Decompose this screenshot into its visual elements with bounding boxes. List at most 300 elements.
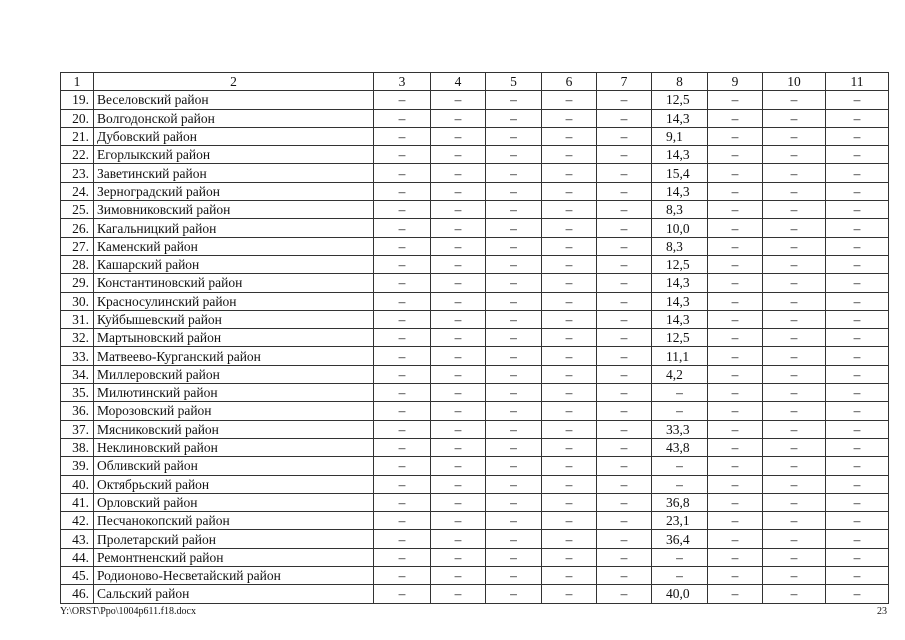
district-name: Миллеровский район <box>94 365 374 383</box>
district-name: Орловский район <box>94 493 374 511</box>
value-cell: 10,0 <box>652 219 708 237</box>
value-cell: – <box>542 146 597 164</box>
value-cell: – <box>542 475 597 493</box>
value-cell: – <box>597 365 652 383</box>
table-row <box>61 347 889 365</box>
value-cell: – <box>763 255 826 273</box>
district-name: Обливский район <box>94 457 374 475</box>
value-cell: – <box>486 548 542 566</box>
value-cell: – <box>652 384 708 402</box>
value-cell: – <box>597 475 652 493</box>
value-cell: – <box>542 567 597 585</box>
value-cell: – <box>431 548 486 566</box>
value-cell: – <box>486 420 542 438</box>
value-cell: – <box>431 182 486 200</box>
value-cell: – <box>652 457 708 475</box>
value-cell: – <box>708 420 763 438</box>
value-cell: – <box>708 567 763 585</box>
value-cell: 36,8 <box>652 493 708 511</box>
value-cell: – <box>374 310 431 328</box>
value-cell: – <box>486 567 542 585</box>
value-cell: – <box>826 237 889 255</box>
footer-file-path: Y:\ORST\Ppo\1004p611.f18.docx <box>60 606 196 617</box>
value-cell: – <box>763 530 826 548</box>
value-cell: – <box>431 530 486 548</box>
value-cell: – <box>826 310 889 328</box>
district-name: Константиновский район <box>94 274 374 292</box>
value-cell: – <box>708 182 763 200</box>
column-header: 7 <box>597 73 652 91</box>
row-number: 20. <box>61 109 94 127</box>
table-row <box>61 548 889 566</box>
value-cell: – <box>486 457 542 475</box>
row-number: 32. <box>61 329 94 347</box>
value-cell: – <box>486 530 542 548</box>
value-cell: – <box>763 127 826 145</box>
value-cell: – <box>374 420 431 438</box>
value-cell: 8,3 <box>652 201 708 219</box>
value-cell: – <box>542 457 597 475</box>
district-name: Каменский район <box>94 237 374 255</box>
district-name: Матвеево-Курганский район <box>94 347 374 365</box>
value-cell: 4,2 <box>652 365 708 383</box>
table-header-row <box>61 73 889 91</box>
row-number: 36. <box>61 402 94 420</box>
value-cell: – <box>486 182 542 200</box>
value-cell: – <box>431 127 486 145</box>
value-cell: – <box>431 365 486 383</box>
value-cell: 14,3 <box>652 109 708 127</box>
value-cell: – <box>708 457 763 475</box>
value-cell: – <box>826 457 889 475</box>
row-number: 19. <box>61 91 94 109</box>
value-cell: – <box>763 585 826 603</box>
value-cell: – <box>597 146 652 164</box>
value-cell: – <box>826 255 889 273</box>
value-cell: – <box>486 347 542 365</box>
value-cell: – <box>708 475 763 493</box>
row-number: 42. <box>61 512 94 530</box>
district-name: Родионово-Несветайский район <box>94 567 374 585</box>
row-number: 37. <box>61 420 94 438</box>
table-row <box>61 274 889 292</box>
column-header: 5 <box>486 73 542 91</box>
value-cell: – <box>652 475 708 493</box>
value-cell: – <box>542 420 597 438</box>
value-cell: – <box>826 347 889 365</box>
value-cell: – <box>597 585 652 603</box>
value-cell: – <box>708 219 763 237</box>
value-cell: 14,3 <box>652 292 708 310</box>
value-cell: – <box>486 274 542 292</box>
value-cell: – <box>486 91 542 109</box>
value-cell: – <box>431 329 486 347</box>
value-cell: – <box>597 530 652 548</box>
value-cell: – <box>431 237 486 255</box>
column-header: 6 <box>542 73 597 91</box>
district-name: Зерноградский район <box>94 182 374 200</box>
value-cell: – <box>763 292 826 310</box>
row-number: 22. <box>61 146 94 164</box>
value-cell: – <box>542 402 597 420</box>
value-cell: – <box>826 567 889 585</box>
district-name: Кашарский район <box>94 255 374 273</box>
row-number: 24. <box>61 182 94 200</box>
value-cell: – <box>542 91 597 109</box>
row-number: 27. <box>61 237 94 255</box>
column-header: 8 <box>652 73 708 91</box>
table-row <box>61 255 889 273</box>
row-number: 43. <box>61 530 94 548</box>
value-cell: – <box>763 493 826 511</box>
value-cell: – <box>486 164 542 182</box>
table-row <box>61 109 889 127</box>
value-cell: – <box>431 109 486 127</box>
value-cell: – <box>597 384 652 402</box>
table-row <box>61 438 889 456</box>
value-cell: – <box>431 402 486 420</box>
district-name: Милютинский район <box>94 384 374 402</box>
value-cell: – <box>374 164 431 182</box>
value-cell: – <box>763 384 826 402</box>
table-row <box>61 493 889 511</box>
row-number: 35. <box>61 384 94 402</box>
value-cell: 40,0 <box>652 585 708 603</box>
value-cell: – <box>431 420 486 438</box>
value-cell: – <box>763 512 826 530</box>
row-number: 34. <box>61 365 94 383</box>
district-name: Куйбышевский район <box>94 310 374 328</box>
value-cell: – <box>597 347 652 365</box>
row-number: 30. <box>61 292 94 310</box>
value-cell: 12,5 <box>652 329 708 347</box>
value-cell: – <box>542 347 597 365</box>
value-cell: – <box>431 475 486 493</box>
column-header: 9 <box>708 73 763 91</box>
table-row <box>61 585 889 603</box>
value-cell: – <box>431 567 486 585</box>
value-cell: – <box>708 146 763 164</box>
row-number: 29. <box>61 274 94 292</box>
value-cell: – <box>597 91 652 109</box>
table-row <box>61 310 889 328</box>
value-cell: – <box>542 237 597 255</box>
value-cell: – <box>708 438 763 456</box>
value-cell: – <box>597 438 652 456</box>
value-cell: – <box>826 365 889 383</box>
table-row <box>61 567 889 585</box>
value-cell: – <box>708 548 763 566</box>
value-cell: – <box>431 310 486 328</box>
value-cell: 9,1 <box>652 127 708 145</box>
value-cell: – <box>826 274 889 292</box>
value-cell: – <box>652 402 708 420</box>
value-cell: – <box>374 255 431 273</box>
value-cell: – <box>486 127 542 145</box>
district-name: Сальский район <box>94 585 374 603</box>
value-cell: – <box>597 255 652 273</box>
value-cell: 43,8 <box>652 438 708 456</box>
value-cell: – <box>826 329 889 347</box>
table-row <box>61 475 889 493</box>
row-number: 28. <box>61 255 94 273</box>
row-number: 25. <box>61 201 94 219</box>
row-number: 23. <box>61 164 94 182</box>
value-cell: – <box>542 255 597 273</box>
value-cell: – <box>597 219 652 237</box>
row-number: 45. <box>61 567 94 585</box>
value-cell: – <box>826 548 889 566</box>
value-cell: – <box>597 201 652 219</box>
value-cell: – <box>826 530 889 548</box>
value-cell: – <box>486 493 542 511</box>
value-cell: – <box>597 237 652 255</box>
district-name: Кагальницкий район <box>94 219 374 237</box>
value-cell: – <box>374 219 431 237</box>
row-number: 21. <box>61 127 94 145</box>
value-cell: – <box>374 530 431 548</box>
value-cell: – <box>763 182 826 200</box>
value-cell: – <box>708 512 763 530</box>
value-cell: – <box>542 310 597 328</box>
value-cell: – <box>826 512 889 530</box>
value-cell: – <box>374 457 431 475</box>
column-header: 10 <box>763 73 826 91</box>
value-cell: – <box>763 457 826 475</box>
value-cell: – <box>374 475 431 493</box>
row-number: 39. <box>61 457 94 475</box>
value-cell: – <box>597 548 652 566</box>
value-cell: 14,3 <box>652 182 708 200</box>
table-row <box>61 292 889 310</box>
table-row <box>61 457 889 475</box>
value-cell: – <box>597 164 652 182</box>
column-header: 1 <box>61 73 94 91</box>
table-row <box>61 365 889 383</box>
value-cell: – <box>431 146 486 164</box>
row-number: 41. <box>61 493 94 511</box>
district-name: Веселовский район <box>94 91 374 109</box>
value-cell: – <box>826 146 889 164</box>
value-cell: – <box>826 182 889 200</box>
district-name: Егорлыкский район <box>94 146 374 164</box>
value-cell: – <box>542 201 597 219</box>
value-cell: – <box>708 91 763 109</box>
value-cell: 11,1 <box>652 347 708 365</box>
value-cell: – <box>374 384 431 402</box>
value-cell: 12,5 <box>652 91 708 109</box>
value-cell: – <box>374 512 431 530</box>
row-number: 44. <box>61 548 94 566</box>
column-header: 3 <box>374 73 431 91</box>
value-cell: – <box>708 164 763 182</box>
district-name: Мартыновский район <box>94 329 374 347</box>
district-name: Неклиновский район <box>94 438 374 456</box>
value-cell: – <box>542 164 597 182</box>
value-cell: – <box>597 109 652 127</box>
value-cell: – <box>826 493 889 511</box>
value-cell: – <box>374 347 431 365</box>
table-row <box>61 91 889 109</box>
value-cell: – <box>486 402 542 420</box>
value-cell: – <box>708 493 763 511</box>
value-cell: – <box>763 438 826 456</box>
value-cell: – <box>763 347 826 365</box>
value-cell: 33,3 <box>652 420 708 438</box>
value-cell: – <box>374 365 431 383</box>
value-cell: – <box>374 237 431 255</box>
value-cell: 12,5 <box>652 255 708 273</box>
value-cell: – <box>486 219 542 237</box>
value-cell: – <box>826 384 889 402</box>
value-cell: – <box>597 292 652 310</box>
value-cell: – <box>763 567 826 585</box>
value-cell: – <box>826 109 889 127</box>
district-name: Красносулинский район <box>94 292 374 310</box>
table-row <box>61 201 889 219</box>
value-cell: 8,3 <box>652 237 708 255</box>
value-cell: – <box>431 347 486 365</box>
value-cell: – <box>374 91 431 109</box>
value-cell: – <box>597 329 652 347</box>
district-name: Октябрьский район <box>94 475 374 493</box>
value-cell: – <box>597 493 652 511</box>
value-cell: – <box>374 548 431 566</box>
value-cell: – <box>826 219 889 237</box>
value-cell: – <box>826 585 889 603</box>
value-cell: – <box>826 91 889 109</box>
row-number: 38. <box>61 438 94 456</box>
row-number: 40. <box>61 475 94 493</box>
value-cell: – <box>542 438 597 456</box>
value-cell: – <box>374 567 431 585</box>
value-cell: – <box>763 109 826 127</box>
value-cell: 14,3 <box>652 274 708 292</box>
district-name: Волгодонской район <box>94 109 374 127</box>
value-cell: – <box>431 512 486 530</box>
value-cell: – <box>486 475 542 493</box>
value-cell: – <box>763 219 826 237</box>
value-cell: – <box>542 530 597 548</box>
value-cell: – <box>597 402 652 420</box>
district-name: Ремонтненский район <box>94 548 374 566</box>
value-cell: – <box>431 164 486 182</box>
value-cell: – <box>374 146 431 164</box>
value-cell: – <box>708 127 763 145</box>
column-header: 2 <box>94 73 374 91</box>
value-cell: – <box>431 91 486 109</box>
district-name: Дубовский район <box>94 127 374 145</box>
value-cell: – <box>542 109 597 127</box>
value-cell: 36,4 <box>652 530 708 548</box>
district-name: Морозовский район <box>94 402 374 420</box>
value-cell: – <box>597 127 652 145</box>
table-row <box>61 530 889 548</box>
value-cell: – <box>374 127 431 145</box>
value-cell: – <box>826 438 889 456</box>
district-name: Пролетарский район <box>94 530 374 548</box>
data-table <box>60 72 889 604</box>
value-cell: – <box>374 274 431 292</box>
value-cell: – <box>486 585 542 603</box>
district-name: Зимовниковский район <box>94 201 374 219</box>
value-cell: – <box>826 475 889 493</box>
value-cell: – <box>374 292 431 310</box>
district-name: Мясниковский район <box>94 420 374 438</box>
value-cell: – <box>763 548 826 566</box>
value-cell: – <box>597 457 652 475</box>
value-cell: – <box>542 512 597 530</box>
value-cell: – <box>542 585 597 603</box>
table-row <box>61 329 889 347</box>
value-cell: – <box>597 310 652 328</box>
table-row <box>61 127 889 145</box>
district-name: Песчанокопский район <box>94 512 374 530</box>
page-number: 23 <box>877 606 887 617</box>
value-cell: – <box>763 201 826 219</box>
value-cell: – <box>431 384 486 402</box>
value-cell: – <box>486 201 542 219</box>
table-row <box>61 182 889 200</box>
value-cell: – <box>763 475 826 493</box>
value-cell: – <box>708 585 763 603</box>
value-cell: – <box>486 438 542 456</box>
value-cell: – <box>708 201 763 219</box>
table-row <box>61 164 889 182</box>
value-cell: – <box>431 274 486 292</box>
table-row <box>61 402 889 420</box>
value-cell: – <box>826 201 889 219</box>
table-row <box>61 146 889 164</box>
value-cell: – <box>486 512 542 530</box>
value-cell: – <box>826 292 889 310</box>
value-cell: – <box>708 347 763 365</box>
value-cell: – <box>486 292 542 310</box>
table-row <box>61 420 889 438</box>
value-cell: – <box>374 109 431 127</box>
value-cell: – <box>763 402 826 420</box>
value-cell: – <box>431 493 486 511</box>
value-cell: – <box>826 164 889 182</box>
value-cell: – <box>763 329 826 347</box>
value-cell: – <box>374 493 431 511</box>
value-cell: – <box>708 310 763 328</box>
value-cell: – <box>826 127 889 145</box>
value-cell: – <box>542 292 597 310</box>
row-number: 33. <box>61 347 94 365</box>
value-cell: – <box>763 274 826 292</box>
value-cell: – <box>763 91 826 109</box>
value-cell: – <box>374 585 431 603</box>
column-header: 4 <box>431 73 486 91</box>
value-cell: – <box>708 255 763 273</box>
value-cell: – <box>486 310 542 328</box>
value-cell: 14,3 <box>652 146 708 164</box>
value-cell: – <box>431 292 486 310</box>
value-cell: – <box>542 493 597 511</box>
value-cell: – <box>431 457 486 475</box>
value-cell: – <box>431 201 486 219</box>
row-number: 26. <box>61 219 94 237</box>
value-cell: – <box>486 384 542 402</box>
value-cell: – <box>374 329 431 347</box>
value-cell: – <box>542 219 597 237</box>
value-cell: – <box>763 164 826 182</box>
value-cell: – <box>431 255 486 273</box>
value-cell: – <box>542 365 597 383</box>
row-number: 31. <box>61 310 94 328</box>
value-cell: – <box>597 274 652 292</box>
